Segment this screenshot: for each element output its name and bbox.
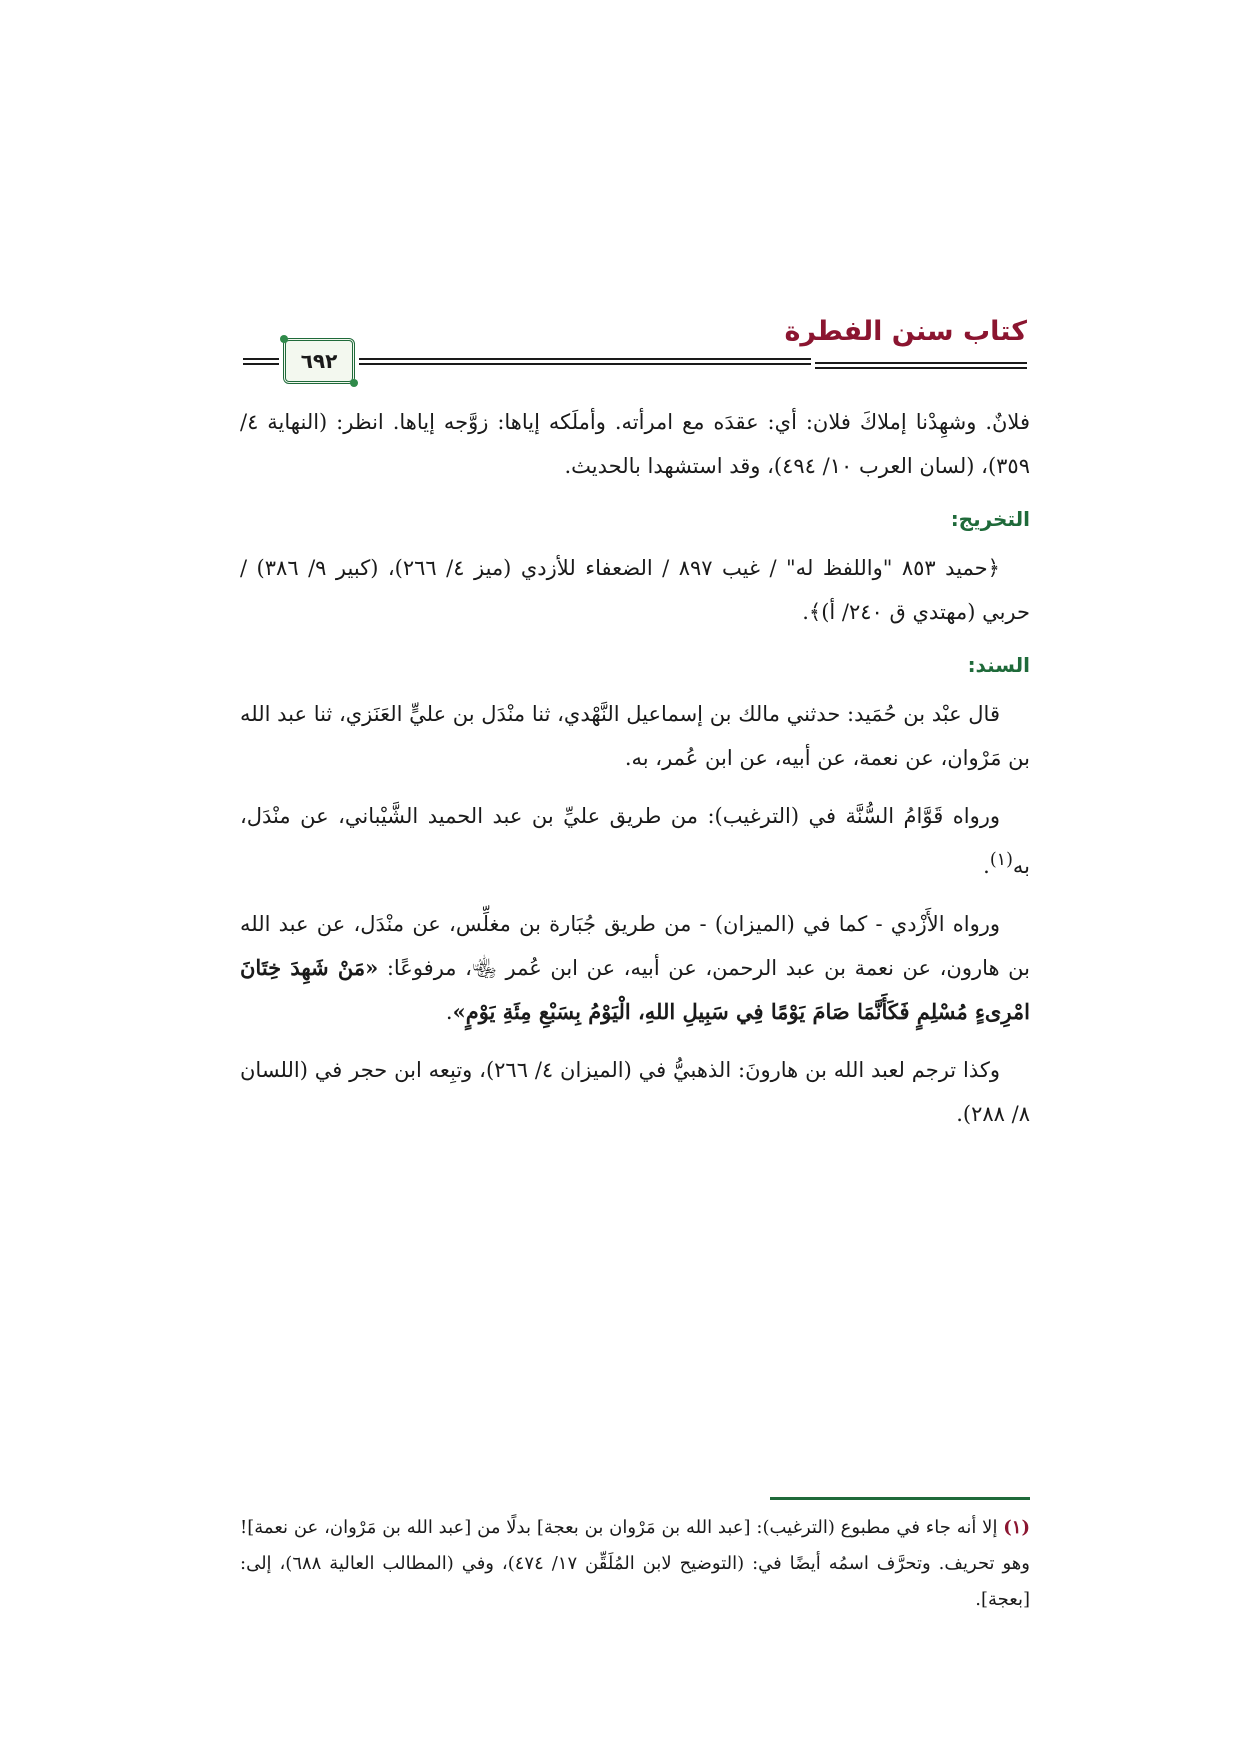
footnote-text: إلا أنه جاء في مطبوع (الترغيب): [عبد الله بن مَرْوان بن بعجة] بدلًا من [عبد الله بن مَرْوان، عن نعمة]! وهو تحريف. وتحرَّف اسمُه أيضًا في: (التوضيح لابن المُلَقِّن ١٧/ ٤٧٤)، وفي (المطالب العالية ٦٨٨)، إلى: [بعجة]. (240, 1517, 1030, 1610)
book-title: كتاب سنن الفطرة (784, 316, 1027, 347)
title-double-rule (815, 362, 1027, 369)
footnote-1 (240, 1510, 1030, 1618)
heading-takhrij: التخريج: (950, 507, 1030, 531)
hadith-text: «مَنْ شَهِدَ خِتَانَ امْرِىءٍ مُسْلِمٍ فَكَأَنَّمَا صَامَ يَوْمًا فِي سَبِيلِ اللهِ، الْيَوْمُ بِسَبْعِ مِئَةِ يَوْمٍ» (240, 955, 1030, 1024)
paragraph-sanad-3-text: ورواه الأَزْدي - كما في (الميزان) - من طريق جُبَارة بن مغلِّس، عن منْدَل، عن عبد الله بن هارون، عن نعمة بن عبد الرحمن، عن أبيه، عن ابن عُمر ﵄، مرفوعًا: (240, 912, 1030, 980)
paragraph-takhrij: ﴿حميد ٨٥٣ "واللفظ له" / غيب ٨٩٧ / الضعفاء للأزدي (ميز ٤/ ٢٦٦)، (كبير ٩/ ٣٨٦) / حربي (مهتدي ق ٢٤٠/ أ)﴾. (240, 556, 1030, 624)
paragraph-sanad-2-end: . (983, 854, 990, 878)
paragraph-intro: فلانٌ. وشهِدْنا إملاكَ فلان: أي: عقدَه مع امرأته. وأملَكه إياها: زوَّجه إياها. انظر: (النهاية ٤/ ٣٥٩)، (لسان العرب ١٠/ ٤٩٤)، وقد استشهدا بالحديث. (240, 410, 1030, 478)
header-double-rule (359, 358, 811, 365)
footnote-reference[interactable]: (١) (989, 850, 1013, 870)
page-header (243, 310, 1027, 390)
main-text (240, 400, 1030, 1150)
paragraph-sanad-1: قال عبْد بن حُمَيد: حدثني مالك بن إسماعيل النَّهْدي، ثنا منْدَل بن عليٍّ العَنَزي، ثنا عبد الله بن مَرْوان، عن نعمة، عن أبيه، عن ابن عُمر، به. (240, 702, 1030, 770)
paragraph-sanad-3-end: . (445, 1000, 453, 1024)
paragraph-sanad-2 (240, 794, 1030, 888)
paragraph-sanad-3 (240, 902, 1030, 1034)
page-number-badge (283, 338, 355, 384)
paragraph-sanad-2-text: ورواه قَوَّامُ السُّنَّة في (الترغيب): من طريق عليِّ بن عبد الحميد الشَّيْباني، عن منْدَل، به (240, 804, 1030, 878)
page-number: ٦٩٢ (300, 349, 338, 373)
footnote-number: (١) (1003, 1517, 1030, 1538)
footnote-separator (770, 1497, 1030, 1500)
heading-sanad: السند: (967, 653, 1030, 677)
paragraph-sanad-4: وكذا ترجم لعبد الله بن هارونَ: الذهبيُّ في (الميزان ٤/ ٢٦٦)، وتبِعه ابن حجر في (اللسان ٨/ ٢٨٨). (240, 1058, 1030, 1126)
footnotes (240, 1510, 1030, 1618)
header-left-rule (243, 358, 279, 365)
